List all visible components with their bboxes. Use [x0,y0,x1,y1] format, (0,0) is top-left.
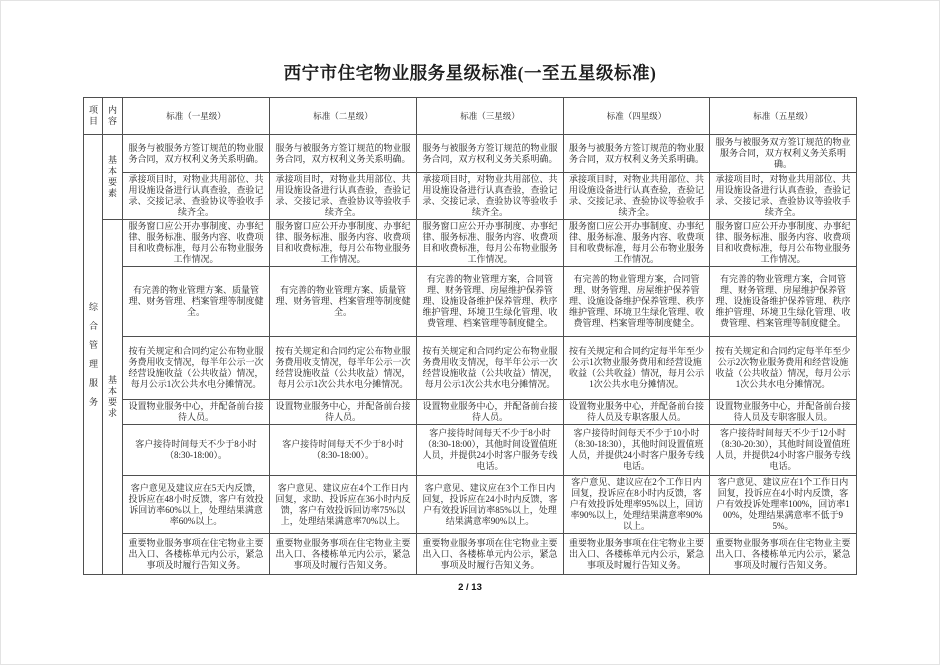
table-cell: 重要物业服务事项在住宅物业主要出入口、各楼栋单元内公示，紧急事项及时履行告知义务。 [417,534,564,575]
table-cell: 客户接待时间每天不少于8小时（8:30-18:00）。 [270,425,417,476]
table-cell: 服务与被服务双方签订规范的物业服务合同，双方权利义务关系明确。 [710,135,857,173]
table-cell: 服务与被服务方签订规范的物业服务合同，双方权利义务关系明确。 [123,135,270,173]
table-row [84,425,857,476]
standards-table [83,97,857,575]
table-cell: 重要物业服务事项在住宅物业主要出入口、各楼栋单元内公示，紧急事项及时履行告知义务。 [270,534,417,575]
table-cell: 有完善的物业管理方案，合同管理、财务管理、房屋维护保养管理、设施设备维护保养管理、秩序维护管理、环境卫生绿化管理、收费管理、档案管理等制度健全。 [417,267,564,337]
table-cell: 服务窗口应公开办事制度、办事纪律、服务标准、服务内容、收费项目和收费标准，每月公布物业服务工作情况。 [417,220,564,267]
table-cell: 客户接待时间每天不少于12小时（8:30-20:30），其他时间设置值班人员，并提供24小时客户服务专线电话。 [710,425,857,476]
table-cell: 设置物业服务中心，并配备前台接待人员。 [270,400,417,425]
table-cell: 按有关规定和合同约定每半年至少公示2次物业服务费用和经营设施收益（公共收益）情况，每月公示1次公共水电分摊情况。 [710,337,857,400]
table-cell: 按有关规定和合同约定公布物业服务费用收支情况，每半年公示一次经营设施收益（公共收益）情况，每月公示1次公共水电分摊情况。 [417,337,564,400]
table-cell: 客户接待时间每天不少于8小时（8:30-18:00）。 [123,425,270,476]
table-cell: 服务窗口应公开办事制度、办事纪律、服务标准、服务内容、收费项目和收费标准，每月公布物业服务工作情况。 [564,220,710,267]
page-number: 2 / 13 [458,582,482,593]
table-cell: 服务与被服务方签订规范的物业服务合同，双方权利义务关系明确。 [417,135,564,173]
table-cell: 服务窗口应公开办事制度、办事纪律、服务标准、服务内容、收费项目和收费标准，每月公布物业服务工作情况。 [710,220,857,267]
table-row [84,534,857,575]
table-cell: 承接项目时，对物业共用部位、共用设施设备进行认真查验，查验记录、交接记录、查验协议等验收手续齐全。 [564,173,710,220]
header-cell-level-3: 标准（三星级） [417,98,564,135]
table-cell: 服务与被服务方签订规范的物业服务合同，双方权利义务关系明确。 [564,135,710,173]
table-cell: 按有关规定和合同约定每半年至少公示1次物业服务费用和经营设施收益（公共收益）情况，每月公示1次公共水电分摊情况。 [564,337,710,400]
table-cell: 有完善的物业管理方案、质量管理、财务管理、档案管理等制度健全。 [270,267,417,337]
header-cell-level-2: 标准（二星级） [270,98,417,135]
table-cell: 承接项目时，对物业共用部位、共用设施设备进行认真查验，查验记录、交接记录、查验协议等验收手续齐全。 [710,173,857,220]
table-cell: 按有关规定和合同约定公布物业服务费用收支情况，每半年公示一次经营设施收益（公共收益）情况，每月公示1次公共水电分摊情况。 [270,337,417,400]
table-row [84,267,857,337]
table-cell: 设置物业服务中心，并配备前台接待人员及专职客服人员。 [710,400,857,425]
table-row [84,135,857,173]
table-cell: 服务窗口应公开办事制度、办事纪律、服务标准、服务内容、收费项目和收费标准，每月公布物业服务工作情况。 [270,220,417,267]
table-cell: 服务窗口应公开办事制度、办事纪律、服务标准、服务内容、收费项目和收费标准，每月公布物业服务工作情况。 [123,220,270,267]
table-cell: 客户意见、建议应在4个工作日内回复，求助、投诉应在36小时内反馈，客户有效投诉回访率75%以上，处理结果满意率70%以上。 [270,476,417,534]
table-cell: 承接项目时，对物业共用部位、共用设施设备进行认真查验，查验记录、交接记录、查验协议等验收手续齐全。 [417,173,564,220]
table-cell: 客户接待时间每天不少于8小时（8:30-18:00），其他时间设置值班人员，并提供24小时客户服务专线电话。 [417,425,564,476]
group-cell-project: 综合管理服务 [84,135,103,575]
table-cell: 设置物业服务中心，并配备前台接待人员。 [123,400,270,425]
table-cell: 客户意见、建议应在1个工作日内回复，投诉应在4小时内反馈，客户有效投诉处理率100%，回访率100%，处理结果满意率不低于95%。 [710,476,857,534]
table-cell: 客户接待时间每天不少于10小时（8:30-18:30），其他时间设置值班人员，并提供24小时客户服务专线电话。 [564,425,710,476]
header-cell-project: 项目 [84,98,103,135]
group-cell-basic-elements: 基本要素 [103,135,123,220]
table-row [84,173,857,220]
table-cell: 客户意见、建议应在2个工作日内回复，投诉应在8小时内反馈，客户有效投诉处理率95%以上，回访率90%以上，处理结果满意率90%以上。 [564,476,710,534]
table-cell: 有完善的物业管理方案、质量管理、财务管理、档案管理等制度健全。 [123,267,270,337]
table-cell: 承接项目时，对物业共用部位、共用设施设备进行认真查验，查验记录、交接记录、查验协议等验收手续齐全。 [123,173,270,220]
table-row [84,220,857,267]
table-row [84,400,857,425]
group-cell-basic-requirements: 基本要求 [103,220,123,575]
table-cell: 承接项目时，对物业共用部位、共用设施设备进行认真查验，查验记录、交接记录、查验协议等验收手续齐全。 [270,173,417,220]
page-title: 西宁市住宅物业服务星级标准(一至五星级标准) [283,63,657,83]
table-cell: 设置物业服务中心，并配备前台接待人员及专职客服人员。 [564,400,710,425]
table-cell: 客户意见、建议应在3个工作日内回复，投诉应在24小时内反馈，客户有效投诉回访率85%以上，处理结果满意率90%以上。 [417,476,564,534]
table-cell: 重要物业服务事项在住宅物业主要出入口、各楼栋单元内公示，紧急事项及时履行告知义务。 [710,534,857,575]
header-cell-level-5: 标准（五星级） [710,98,857,135]
table-cell: 重要物业服务事项在住宅物业主要出入口、各楼栋单元内公示，紧急事项及时履行告知义务。 [123,534,270,575]
table-cell: 设置物业服务中心，并配备前台接待人员。 [417,400,564,425]
table-header-row [84,98,857,135]
header-cell-level-1: 标准（一星级） [123,98,270,135]
table-cell: 按有关规定和合同约定公布物业服务费用收支情况，每半年公示一次经营设施收益（公共收益）情况，每月公示1次公共水电分摊情况。 [123,337,270,400]
table-cell: 服务与被服务方签订规范的物业服务合同，双方权利义务关系明确。 [270,135,417,173]
table-cell: 客户意见及建议应在5天内反馈，投诉应在48小时反馈，客户有效投诉回访率60%以上，处理结果满意率60%以上。 [123,476,270,534]
header-cell-level-4: 标准（四星级） [564,98,710,135]
table-row [84,476,857,534]
table-cell: 有完善的物业管理方案，合同管理、财务管理、房屋维护保养管理、设施设备维护保养管理、秩序维护管理、环境卫生绿化管理、收费管理、档案管理等制度健全。 [564,267,710,337]
table-cell: 有完善的物业管理方案，合同管理、财务管理、房屋维护保养管理、设施设备维护保养管理、秩序维护管理、环境卫生绿化管理、收费管理、档案管理等制度健全。 [710,267,857,337]
table-cell: 重要物业服务事项在住宅物业主要出入口、各楼栋单元内公示，紧急事项及时履行告知义务。 [564,534,710,575]
header-cell-content: 内容 [103,98,123,135]
table-row [84,337,857,400]
